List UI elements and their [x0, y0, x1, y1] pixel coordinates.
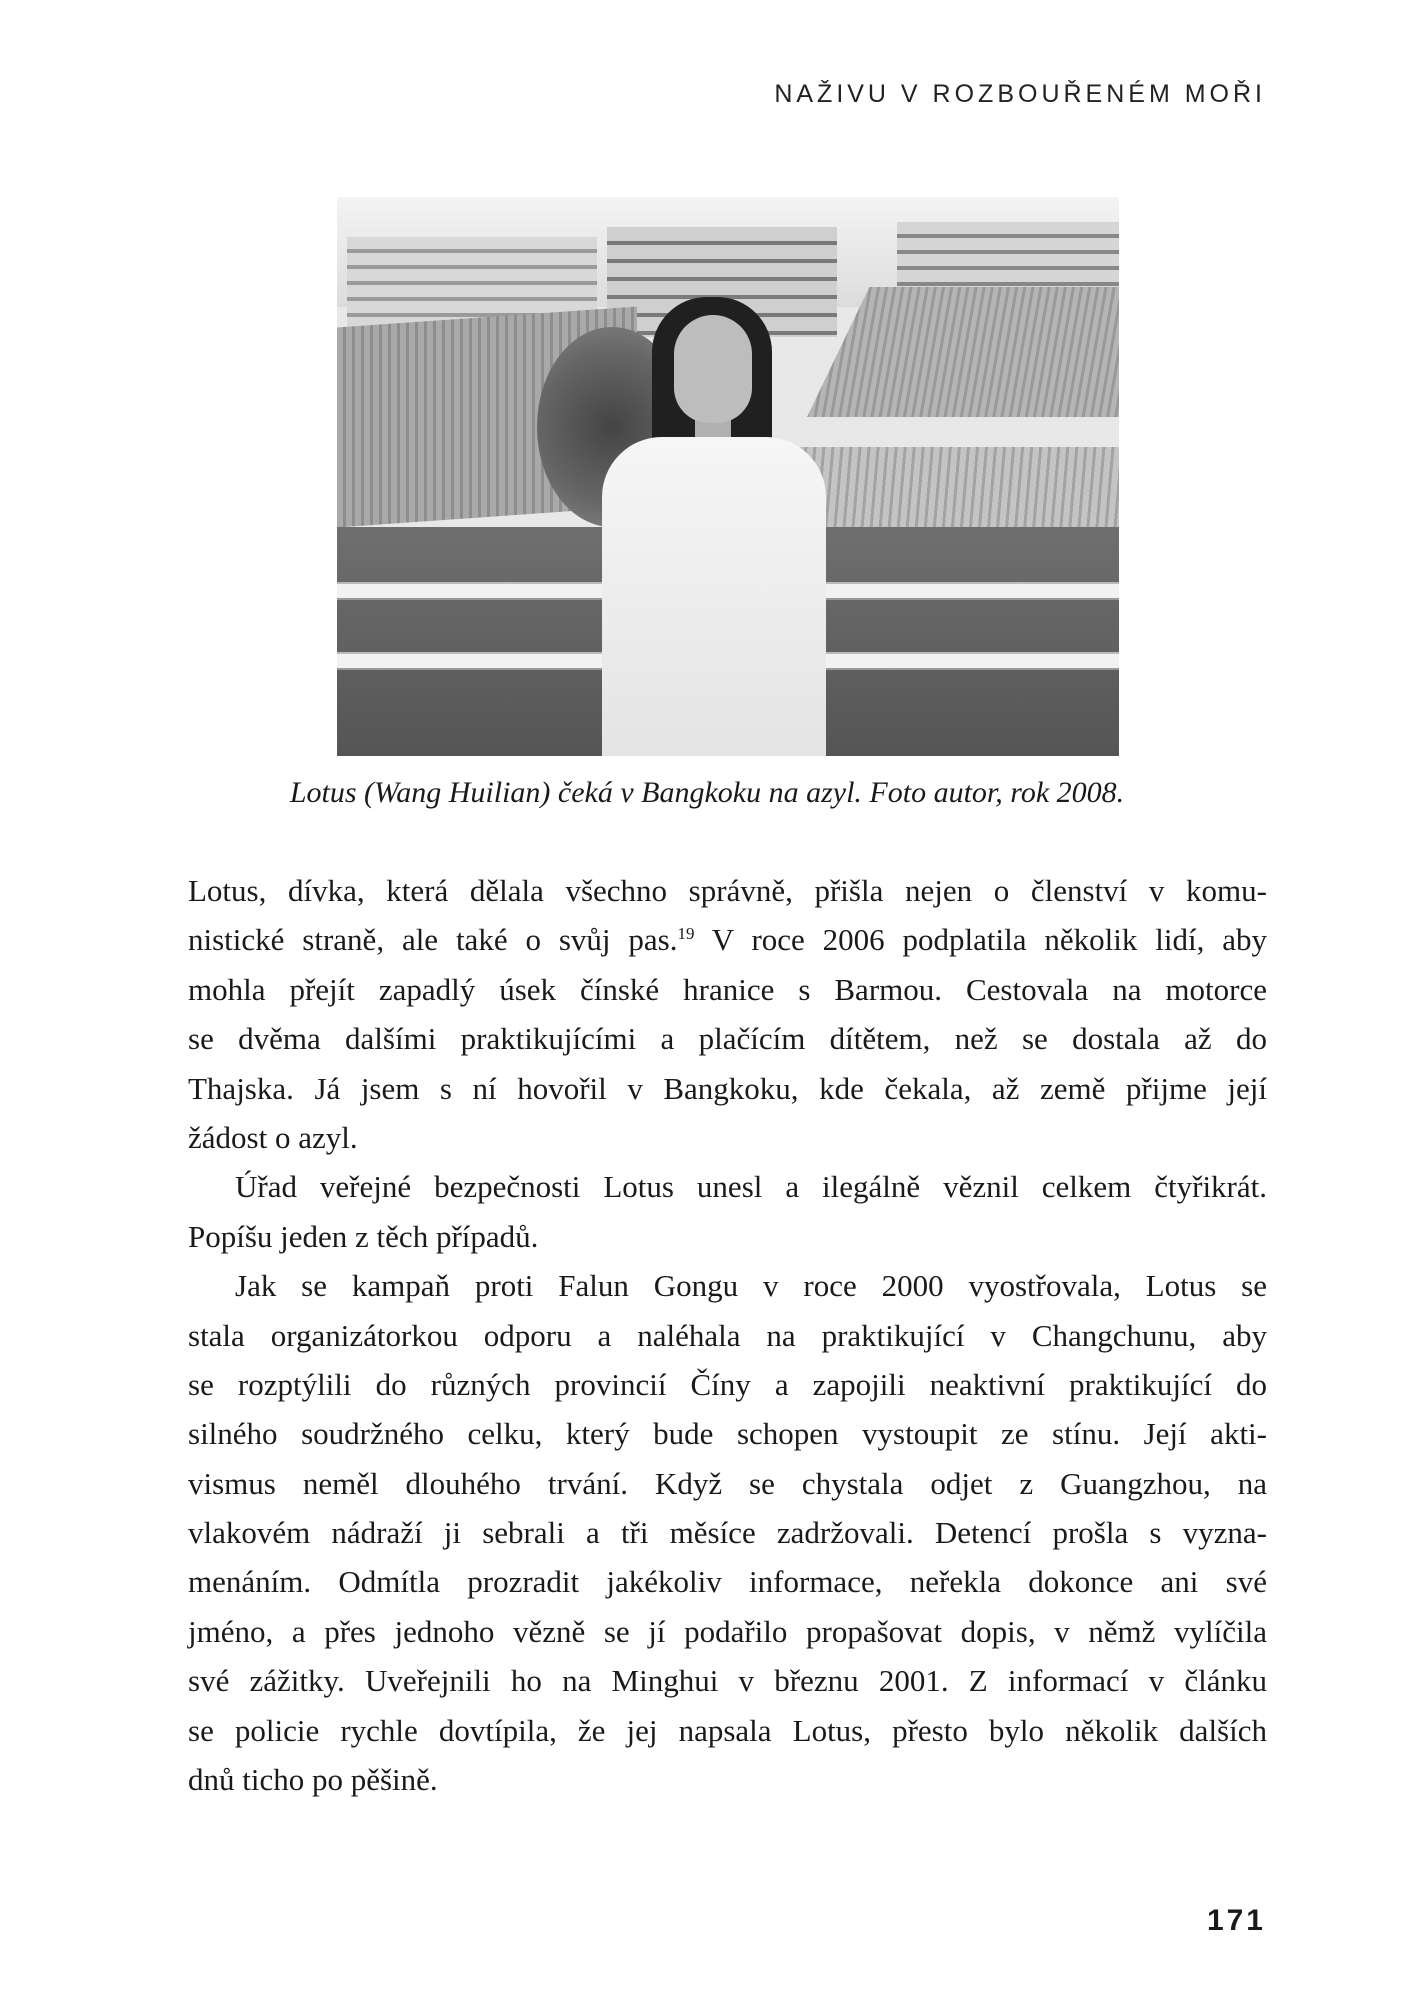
text-line: Úřad veřejné bezpečnosti Lotus unesl a ilegálně věznil celkem čtyřikrát. — [235, 1169, 1267, 1205]
page-number: 171 — [1206, 1904, 1266, 1937]
text-line: mohla přejít zapadlý úsek čínské hranice s Barmou. Cestovala na motorce — [188, 971, 1267, 1007]
text-line: žádost o azyl. — [188, 1119, 358, 1155]
photo-lotus — [337, 197, 1119, 756]
text-line: stala organizátorkou odporu a naléhala na praktikující v Changchunu, aby — [188, 1317, 1267, 1353]
text-line: Popíšu jeden z těch případů. — [188, 1218, 539, 1254]
text-line: Lotus, dívka, která dělala všechno správně, přišla nejen o členství v komu- — [188, 873, 1267, 908]
body-text — [188, 866, 1267, 1804]
text-line: své zážitky. Uveřejnili ho na Minghui v březnu 2001. Z informací v článku — [188, 1663, 1267, 1699]
text-line: se dvěma dalšími praktikujícími a plačícím dítětem, než se dostala až do — [188, 1021, 1267, 1057]
text-line: dnů ticho po pěšině. — [188, 1762, 438, 1798]
photo-person-shirt — [602, 437, 826, 756]
photo-person-face — [674, 315, 752, 423]
text-segment: V roce 2006 podplatila několik lidí, aby — [694, 922, 1267, 958]
footnote-ref: 19 — [677, 924, 695, 944]
text-line: vlakovém nádraží ji sebrali a tři měsíce zadržovali. Detencí prošla s vyzna- — [188, 1515, 1267, 1551]
text-segment: nistické straně, ale také o svůj pas. — [188, 922, 678, 958]
text-line: se rozptýlili do různých provincií Číny a zapojili neaktivní praktikující do — [188, 1366, 1267, 1402]
text-line: Jak se kampaň proti Falun Gongu v roce 2000 vyostřovala, Lotus se — [235, 1268, 1267, 1304]
text-line — [188, 915, 1267, 964]
photo-caption: Lotus (Wang Huilian) čeká v Bangkoku na azyl. Foto autor, rok 2008. — [289, 776, 1125, 809]
text-line: Thajska. Já jsem s ní hovořil v Bangkoku, kde čekala, až země přijme její — [188, 1070, 1267, 1106]
text-line: vismus neměl dlouhého trvání. Když se chystala odjet z Guangzhou, na — [188, 1465, 1267, 1501]
running-header: NAŽIVU V ROZBOUŘENÉM MOŘI — [774, 80, 1266, 108]
text-line: silného soudržného celku, který bude schopen vystoupit ze stínu. Její akti- — [188, 1416, 1267, 1452]
text-line: se policie rychle dovtípila, že jej napsala Lotus, přesto bylo několik dalších — [188, 1712, 1267, 1748]
text-line: jméno, a přes jednoho vězně se jí podařilo propašovat dopis, v němž vylíčila — [188, 1613, 1267, 1649]
text-line: menáním. Odmítla prozradit jakékoliv informace, neřekla dokonce ani své — [188, 1564, 1267, 1600]
